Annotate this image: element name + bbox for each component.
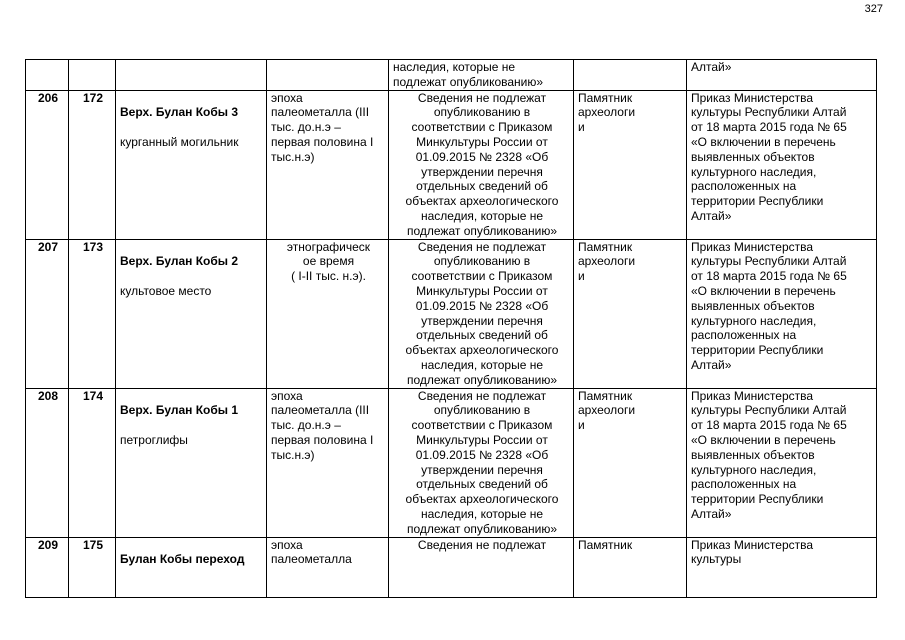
table-row [26,90,877,239]
cell-document: Приказ Министерства культуры [687,537,877,597]
heritage-registry-table [25,59,877,598]
cell-name [116,60,267,91]
cell-dating [267,60,389,91]
object-name: Верх. Булан Кобы 1 [120,403,239,418]
cell-reg-num: 172 [69,90,116,239]
cell-dating: этнографическ ое время ( I-II тыс. н.э). [267,239,389,388]
cell-dating: эпоха палеометалла (III тыс. до.н.э – первая половина I тыс.н.э) [267,90,389,239]
cell-document: Приказ Министерства культуры Республики Алтай от 18 марта 2015 года № 65 «О включении в перечень выявленных объектов культурного наследия, расположенных на территории Республики Алтай» [687,90,877,239]
object-type: курганный могильник [120,134,239,149]
object-name: Булан Кобы переход [120,552,245,567]
object-type: петроглифы [120,432,188,447]
cell-document: Приказ Министерства культуры Республики Алтай от 18 марта 2015 года № 65 «О включении в перечень выявленных объектов культурного наследия, расположенных на территории Республики Алтай» [687,388,877,537]
cell-document: Алтай» [687,60,877,91]
cell-num: 209 [26,537,69,597]
cell-info: Сведения не подлежат опубликованию в соответствии с Приказом Минкультуры России от 01.09.2015 № 2328 «Об утверждении перечня отдельных сведений об объектах археологического наследия, которые не подлежат опубликованию» [389,90,574,239]
cell-category: Памятник археологи и [574,388,687,537]
cell-category [574,60,687,91]
object-name: Верх. Булан Кобы 2 [120,254,239,269]
object-name: Верх. Булан Кобы 3 [120,105,239,120]
cell-dating: эпоха палеометалла (III тыс. до.н.э – первая половина I тыс.н.э) [267,388,389,537]
cell-dating: эпоха палеометалла [267,537,389,597]
cell-num: 206 [26,90,69,239]
cell-info: наследия, которые не подлежат опубликованию» [389,60,574,91]
cell-info: Сведения не подлежат опубликованию в соответствии с Приказом Минкультуры России от 01.09.2015 № 2328 «Об утверждении перечня отдельных сведений об объектах археологического наследия, которые не подлежат опубликованию» [389,239,574,388]
cell-reg-num [69,60,116,91]
cell-name [116,239,267,388]
table-row [26,537,877,597]
cell-name [116,388,267,537]
table-row [26,388,877,537]
cell-name [116,90,267,239]
cell-num: 208 [26,388,69,537]
cell-num: 207 [26,239,69,388]
cell-category: Памятник археологи и [574,90,687,239]
cell-info: Сведения не подлежат опубликованию в соответствии с Приказом Минкультуры России от 01.09.2015 № 2328 «Об утверждении перечня отдельных сведений об объектах археологического наследия, которые не подлежат опубликованию» [389,388,574,537]
table-row [26,239,877,388]
cell-category: Памятник [574,537,687,597]
object-type: культовое место [120,283,212,298]
cell-reg-num: 174 [69,388,116,537]
page-number: 327 [864,3,883,15]
cell-category: Памятник археологи и [574,239,687,388]
cell-name [116,537,267,597]
cell-info: Сведения не подлежат [389,537,574,597]
cell-document: Приказ Министерства культуры Республики Алтай от 18 марта 2015 года № 65 «О включении в перечень выявленных объектов культурного наследия, расположенных на территории Республики Алтай» [687,239,877,388]
cell-num [26,60,69,91]
table-row-continuation [26,60,877,91]
cell-reg-num: 173 [69,239,116,388]
cell-reg-num: 175 [69,537,116,597]
